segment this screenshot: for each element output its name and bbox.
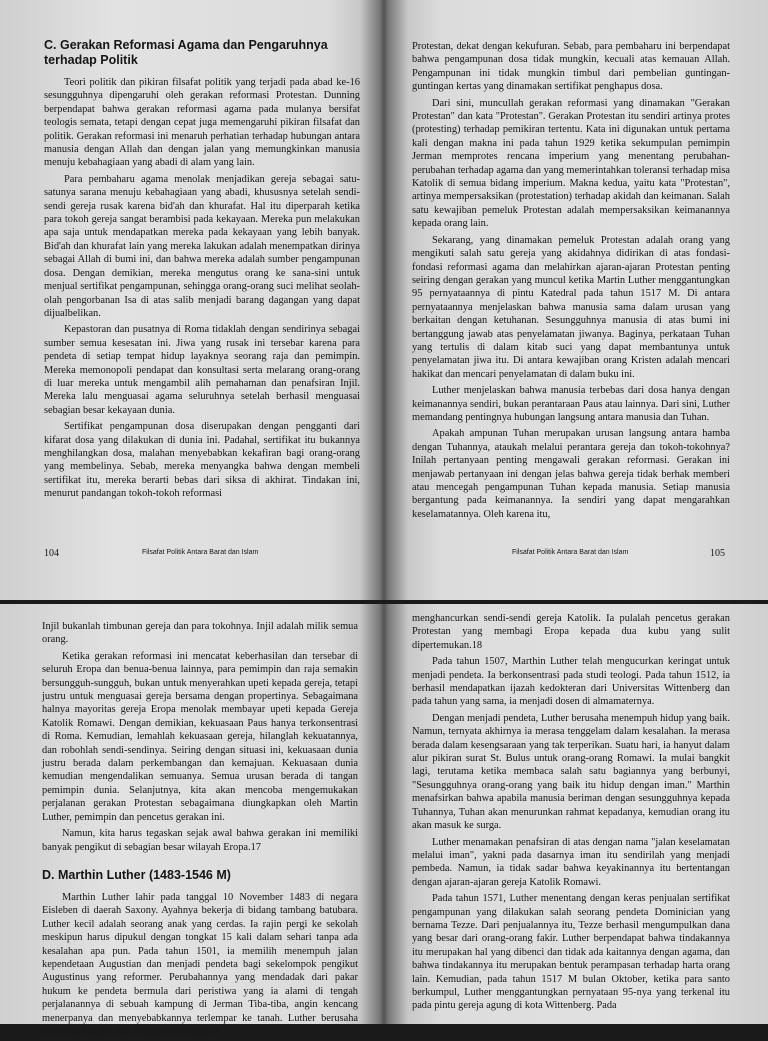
text-column — [44, 38, 360, 504]
paragraph: Kepastoran dan pusatnya di Roma tidaklah dengan sendirinya sebagai sumber semua kesesatan ini. Jiwa yang rusak ini tersebar karena para pendeta di setiap tempat hidup layaknya seorang raja dan pemimpin. Mereka memonopoli pendapat dan konsultasi serta melarang orang-orang di luar mereka untuk mengambil alih pemahaman dan penafsiran Injil. Mereka lalu menguasai agama seluruhnya setelah berhasil menguasai sebagian besar kekayaan dunia. — [44, 324, 360, 416]
paragraph: Apakah ampunan Tuhan merupakan urusan langsung antara hamba dengan Tuhannya, ataukah melalui perantara gereja dan tokoh-tokohnya? Inilah pertanyaan penting mengawali gerakan reformasi. Gerakan ini menjawab pertanyaan ini dengan jelas bahwa gereja tidak berhak memberi atau mencegah pengampunan Tuhan kepada manusia. Setiap manusia bergantung pada keimanannya. Ia sendiri yang dapat mengarahkan keselamatannya. Oleh karena itu, — [412, 428, 730, 520]
paragraph: Teori politik dan pikiran filsafat politik yang terjadi pada abad ke-16 sesungguhnya dipengaruhi oleh gerakan reformasi Protestan. Dunning berpendapat bahwa gerakan reformasi agama pada mulanya bersifat teologis semata, tetapi dengan cepat juga memengaruhi pikiran filsafat dan politik. Gerakan reformasi ini menaruh perhatian terhadap hubungan antara manusia dengan Allah dan dengan jalan yang memungkinkan manusia menuju kebahagiaan yang abadi di alam yang lain. — [44, 77, 360, 169]
section-heading-d: D. Marthin Luther (1483-1546 M) — [42, 867, 231, 882]
running-title: Filsafat Politik Antara Barat dan Islam — [142, 549, 259, 556]
book-gutter — [360, 0, 408, 600]
section-heading-c: C. Gerakan Reformasi Agama dan Pengaruhnya terhadap Politik — [44, 38, 328, 67]
paragraph: Dengan menjadi pendeta, Luther berusaha menempuh hidup yang baik. Namun, ternyata akhirnya ia merasa tenggelam dalam kesalahan. Ia merasa berada dalam kesengsaraan yang tak terperikan. Suatu hari, ia hanyut dalam alur pikiran surat St. Bulus untuk orang-orang Romawi. Ia mulai bangkit lagi, terutama ketika membaca salah satu bagiannya yang berbunyi, "Sesungguhnya orang-orang yang baik itu hidup dengan iman." Marthin menafsirkan bahwa apabila manusia beriman dengan sesungguhnya kepada Tuhannya, Tuhan akan menurunkan rahmat kepadanya, kemudian orang itu akan masuk ke surga. — [412, 712, 730, 832]
bottom-spread — [0, 604, 768, 1037]
page-left-bottom — [0, 604, 384, 1037]
text-column — [42, 620, 358, 1041]
paragraph: Pada tahun 1507, Marthin Luther telah mengucurkan keringat untuk menjadi pendeta. Ia berkonsentrasi pada studi teologi. Pada tahun 1512, ia berhasil mendapatkan ijazah kedokteran dari Universitas Wittenberg dan pada tahun yang sama, ia menjadi dosen di almamaternya. — [412, 656, 730, 708]
paragraph: Protestan, dekat dengan kekufuran. Sebab, para pembaharu ini berpendapat bahwa pengampunan dosa tidak mungkin, kecuali atas kemauan Allah. Pengampunan ini tidak mungkin timbul dari pembelian guntingan-guntingan kertas yang dinamakan sertifikat penghapus dosa. — [412, 41, 730, 93]
paragraph: Sekarang, yang dinamakan pemeluk Protestan adalah orang yang mengikuti salah satu gereja yang akidahnya didirikan di atas fondasi-fondasi reformasi agama dan melahirkan ajaran-ajaran Protestan penting seiring dengan gerakan yang muncul ketika Martin Luther menggantungkan 95 pernyataannya di pintu Katedral pada tahun 1517 M. Di antara pernyataannya menjelaskan bahwa manusia sama dalam urusan yang berkaitan dengan ketuhanan. Sesungguhnya manusia di atas bumi ini bertanggung jawab atas penyelamatan jiwanya. Baginya, perkataan Tuhan yang tertulis di dalam kitab suci yang dapat membantunya untuk penyelamatan jiwa itu. Di antara kewajiban orang Kristen adalah mencari hakikat dan mencari penyelamatan di dalam buku ini. — [412, 234, 730, 380]
text-column — [412, 40, 730, 524]
paragraph: Luther menjelaskan bahwa manusia terbebas dari dosa hanya dengan keimanannya sendiri, bukan perantaraan Paus atau lainnya. Dari sini, Luther memandang pentingnya hubungan langsung antara manusia dan Tuhan. — [412, 385, 730, 423]
page-number: 104 — [44, 548, 59, 559]
running-title: Filsafat Politik Antara Barat dan Islam — [512, 549, 629, 556]
page-105 — [384, 0, 768, 600]
book-gutter — [360, 604, 408, 1024]
paragraph: Sertifikat pengampunan dosa diserupakan dengan pengganti dari kifarat dosa yang dilakukan di dunia ini. Padahal, sertifikat itu bukannya menghilangkan dosa, malahan menyebabkan kekafiran bagi orang-orang yang membelinya. Sebab, mereka menyangka bahwa dengan membeli sertifikat itu, mereka berarti bebas dari siksa di akhirat. Tindakan ini, menurut pandangan tokoh-tokoh reformasi — [44, 421, 360, 500]
paragraph: Namun, kita harus tegaskan sejak awal bahwa gerakan ini memiliki banyak pengikut di sebagian besar wilayah Eropa.17 — [42, 828, 358, 853]
text-column — [412, 612, 730, 1016]
paragraph: Luther menamakan penafsiran di atas dengan nama "jalan keselamatan melalui iman", yakni pada dasarnya iman itu sendirilah yang menjadi pembeda. Namun, ia tidak sadar bahwa keyakinannya itu bertentangan dengan ajaran-ajaran gereja Katolik Romawi. — [412, 836, 730, 888]
paragraph: Ketika gerakan reformasi ini mencatat keberhasilan dan tersebar di seluruh Eropa dan benua-benua lainnya, para pemimpin dan raja semakin bersungguh-sungguh, bukan untuk menyerahkan upeti kepada gereja, tetapi justru untuk menguasai gereja bersama dengan propertinya. Sebagaimana halnya mayoritas gereja Eropa menolak membayar upeti kepada Gereja Katolik Romawi. Dengan demikian, kekuasaan Paus hanya terkonsentrasi di Roma. Kemudian, lemahlah kekuasaan gereja, hilanglah kekuatannya, dan robohlah sendi-sendinya. Seiring dengan situasi ini, kekuasaan dunia justru berada dalam perkembangan dan kemajuan. Kekuasaan dunia kemudian mengendalikan semuanya. Semua urusan berada di tangan pemimpin dunia. Selanjutnya, kita akan mencoba mengemukakan perjalanan gerakan Protestan sebagaimana diungkapkan oleh Martin Luther, pemimpin dan pencetus gerakan ini. — [42, 650, 358, 823]
page-number: 105 — [710, 548, 725, 559]
paragraph: Injil bukanlah timbunan gereja dan para tokohnya. Injil adalah milik semua orang. — [42, 621, 358, 646]
paragraph: Para pembaharu agama menolak menjadikan gereja sebagai satu-satunya sarana menuju kebahagiaan yang abadi, khususnya setelah sendi-sendi gereja rusak karena bid'ah dan khurafat. Hal itu diperparah ketika para tokoh gereja sangat berambisi pada kekayaan. Mereka pun melakukan apa saja untuk mendapatkan mereka pada kekayaan yang lebih banyak. Bid'ah dan khurafat lain yang mereka lakukan adalah menempatkan dirinya sebagai Allah di bumi ini, dan bahwa mereka adalah sumber pengampunan dosa. Dengan demikian, mereka mengutus orang ke sana-sini untuk menjual sertifikat pengampunan, sehingga orang-orang suci melihat seolah-olah pengorbanan Isa di atas salib menjadi barang dagangan yang dapat dijualbelikan. — [44, 173, 360, 319]
paragraph: Dari sini, muncullah gerakan reformasi yang dinamakan "Gerakan Protestan" dan kata "Protestan". Gerakan Protestan itu sendiri artinya protes (protesting) terhadap pemikiran tertentu. Kata ini digunakan untuk pertama kali dengan makna ini pada tahun 1929 ketika sekumpulan pemimpin Jerman memprotes rencana imperium yang menentang perubahan-perubahan terhadap agama dan yang memerintahkan toleransi terhadap misa Katolik di semua bidang imperium. Makna kedua, yaitu kata "Protestan", artinya mempersaksikan (protestation) terhadap akidah dan keimanan. Salah satu kewajiban pemeluk Protestan adalah mempersaksikan keimanannya kepada orang lain. — [412, 97, 730, 230]
paragraph: menghancurkan sendi-sendi gereja Katolik. Ia pulalah pencetus gerakan Protestan yang membagi Eropa kepada dua kubu yang sulit dipertemukan.18 — [412, 613, 730, 651]
page-104 — [0, 0, 384, 600]
paragraph: Pada tahun 1571, Luther menentang dengan keras penjualan sertifikat pengampunan yang dilakukan salah seorang pendeta Dominician yang bernama Tezze. Dari penjualannya itu, Tezze berhasil mengumpulkan dana yang besar dari orang-orang fakir. Luther berpendapat bahwa tindakannya itu merupakan hal yang dibenci dan tidak ada kaitannya dengan agama, dan bahwa tindakannya itu merupakan bentuk perampasan terhadap harta orang lain. Kemudian, pada tahun 1517 M bulan Oktober, ketika para santo berkumpul, Luther menggantungkan pernyataan 95-nya yang terkenal itu pada pintu gereja agung di kota Wittenberg. Pada — [412, 893, 730, 1012]
page-right-bottom — [384, 604, 768, 1024]
paragraph: Marthin Luther lahir pada tanggal 10 November 1483 di negara Eisleben di daerah Saxony. Ayahnya bekerja di bidang tambang batubara. Luther kecil adalah seorang anak yang cerdas. Ia rajin pergi ke sekolah meskipun harus dipukul dengan tongkat 15 kali dalam sehari tanpa ada kesalahan apa pun. Pada tahun 1501, ia memilih menempuh jalan kependetaan Augustian dan menjadi pendeta bagi sekelompok pengikut Augustinus yang reformer. Perubahannya yang mendadak dari pakar hukum ke pendeta bermula dari peristiwa yang ia alami di tengah perjalanannya di sebuah kampung di Jerman Tiba-tiba, angin kencang menerpanya dan menyebabkannya terlempar ke tanah. Luther berusaha mencoba bangkit dan dengan refleksnya ia — [42, 891, 358, 1037]
